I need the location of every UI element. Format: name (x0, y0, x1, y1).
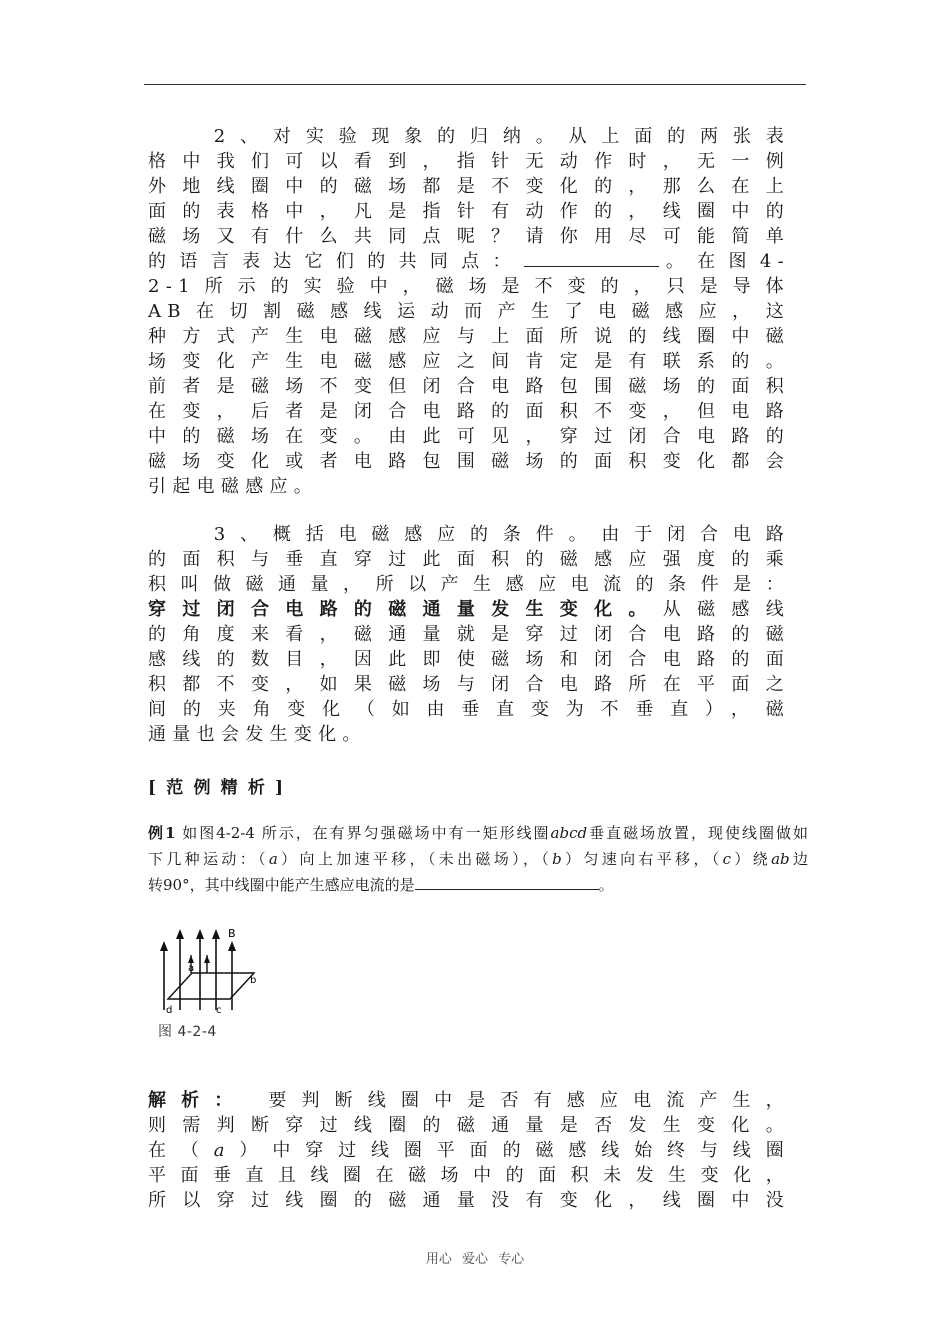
text-fragment: c (722, 850, 732, 868)
text-fragment: ）中穿过线圈平面的磁感线始终与线圈 (230, 1140, 790, 1161)
text-line-with-blank (148, 249, 790, 274)
text-line: 间的夹角变化（如由垂直变为不垂直），磁 (148, 699, 790, 720)
text-line: 面的表格中，凡是指针有动作的，线圈中的 (148, 201, 790, 222)
text-fragment: abcd (550, 824, 588, 842)
text-line: AB在切割磁感线运动而产生了电磁感应，这 (148, 301, 790, 322)
section-title: [范例精析] (148, 778, 294, 798)
figure-caption: 图 4-2-4 (158, 1024, 217, 1040)
answer-blank (415, 877, 599, 890)
text-line: 外地线圈中的磁场都是不变化的，那么在上 (148, 176, 790, 197)
text-line: 的面积与垂直穿过此面积的磁感应强度的乘 (148, 549, 790, 570)
text-line: 的角度来看，磁通量就是穿过闭合电路的磁 (148, 624, 790, 645)
example-line (148, 846, 808, 872)
label-d: d (166, 1005, 173, 1016)
text-line: 格中我们可以看到，指针无动作时，无一例 (148, 151, 790, 172)
header-rule (144, 84, 806, 85)
analysis-line: 则需判断穿过线圈的磁通量是否发生变化。 (148, 1115, 790, 1136)
answer-blank (524, 252, 659, 267)
analysis-line: 平面垂直且线圈在磁场中的面积未发生变化， (148, 1165, 790, 1186)
paragraph-2 (148, 124, 790, 499)
text-line-emphasis (148, 597, 790, 622)
analysis-line (148, 1138, 790, 1163)
text-line: 积叫做磁通量，所以产生感应电流的条件是： (148, 574, 790, 595)
text-fragment: 从磁感线 (662, 599, 790, 620)
paragraph-3 (148, 522, 790, 747)
field-arrowheads (160, 929, 236, 963)
text-fragment: ）匀速向右平移，（ (561, 850, 723, 868)
text-fragment: 的语言表达它们的共同点： (148, 251, 524, 272)
text-line: 种方式产生电磁感应与上面所说的线圈中磁 (148, 326, 790, 347)
text-line: 场变化产生电磁感应之间肯定是有联系的。 (148, 351, 790, 372)
text-line: 3、概括电磁感应的条件。由于闭合电路 (148, 524, 790, 545)
text-fragment: ）绕 (731, 850, 772, 868)
page-footer: 用心 爱心 专心 (425, 1252, 525, 1267)
text-fragment: 边 (789, 850, 808, 868)
text-line: 通量也会发生变化。 (148, 724, 367, 745)
coil-abcd (168, 955, 257, 999)
text-line: 积都不变，如果磁场与闭合电路所在平面之 (148, 674, 790, 695)
text-fragment: 在（ (148, 1140, 214, 1161)
text-fragment: 垂直磁场放置，现使线圈做如 (587, 824, 808, 842)
text-fragment: 。在图4- (658, 251, 790, 272)
text-fragment: 要判断线圈中是否有感应电流产生， (268, 1090, 790, 1111)
example-1 (148, 820, 808, 898)
text-line: 2-1所示的实验中，磁场是不变的，只是导体 (148, 276, 790, 297)
text-fragment: a (268, 850, 278, 868)
label-a: a (188, 963, 195, 974)
key-condition: 穿过闭合电路的磁通量发生变化。 (148, 599, 663, 620)
text-fragment: ab (771, 850, 790, 868)
text-fragment: a (213, 1140, 231, 1161)
label-B: B (228, 927, 236, 940)
text-fragment: 下几种运动：（ (148, 850, 269, 868)
text-fragment: ）向上加速平移，（未出磁场），（ (277, 850, 553, 868)
analysis-label: 解析： (148, 1090, 248, 1111)
analysis-line: 所以穿过线圈的磁通量没有变化，线圈中没 (148, 1190, 790, 1211)
text-line: 磁场变化或者电路包围磁场的面积变化都会 (148, 451, 790, 472)
text-fragment: 转90°，其中线圈中能产生感应电流的是 (148, 876, 415, 894)
text-line: 在变，后者是闭合电路的面积不变，但电路 (148, 401, 790, 422)
example-line (148, 872, 808, 898)
text-fragment: 。 (598, 876, 614, 894)
label-b: b (250, 975, 257, 986)
text-line: 中的磁场在变。由此可见，穿过闭合电路的 (148, 426, 790, 447)
text-line: 前者是磁场不变但闭合电路包围磁场的面积 (148, 376, 790, 397)
example-line (148, 820, 808, 846)
magnetic-field-coil-diagram (150, 915, 270, 1020)
label-c: c (216, 1005, 222, 1016)
figure-4-2-4 (150, 915, 270, 1045)
text-fragment: b (552, 850, 562, 868)
text-line: 感线的数目，因此即使磁场和闭合电路的面 (148, 649, 790, 670)
text-line: 引起电磁感应。 (148, 476, 319, 497)
text-fragment: 如图4-2-4 所示，在有界匀强磁场中有一矩形线圈 (182, 824, 551, 842)
text-line: 2、对实验现象的归纳。从上面的两张表 (148, 126, 790, 147)
example-label: 例1 (148, 824, 176, 842)
text-line: 磁场又有什么共同点呢？请你用尽可能简单 (148, 226, 790, 247)
analysis-line (148, 1088, 790, 1113)
analysis (148, 1088, 790, 1213)
